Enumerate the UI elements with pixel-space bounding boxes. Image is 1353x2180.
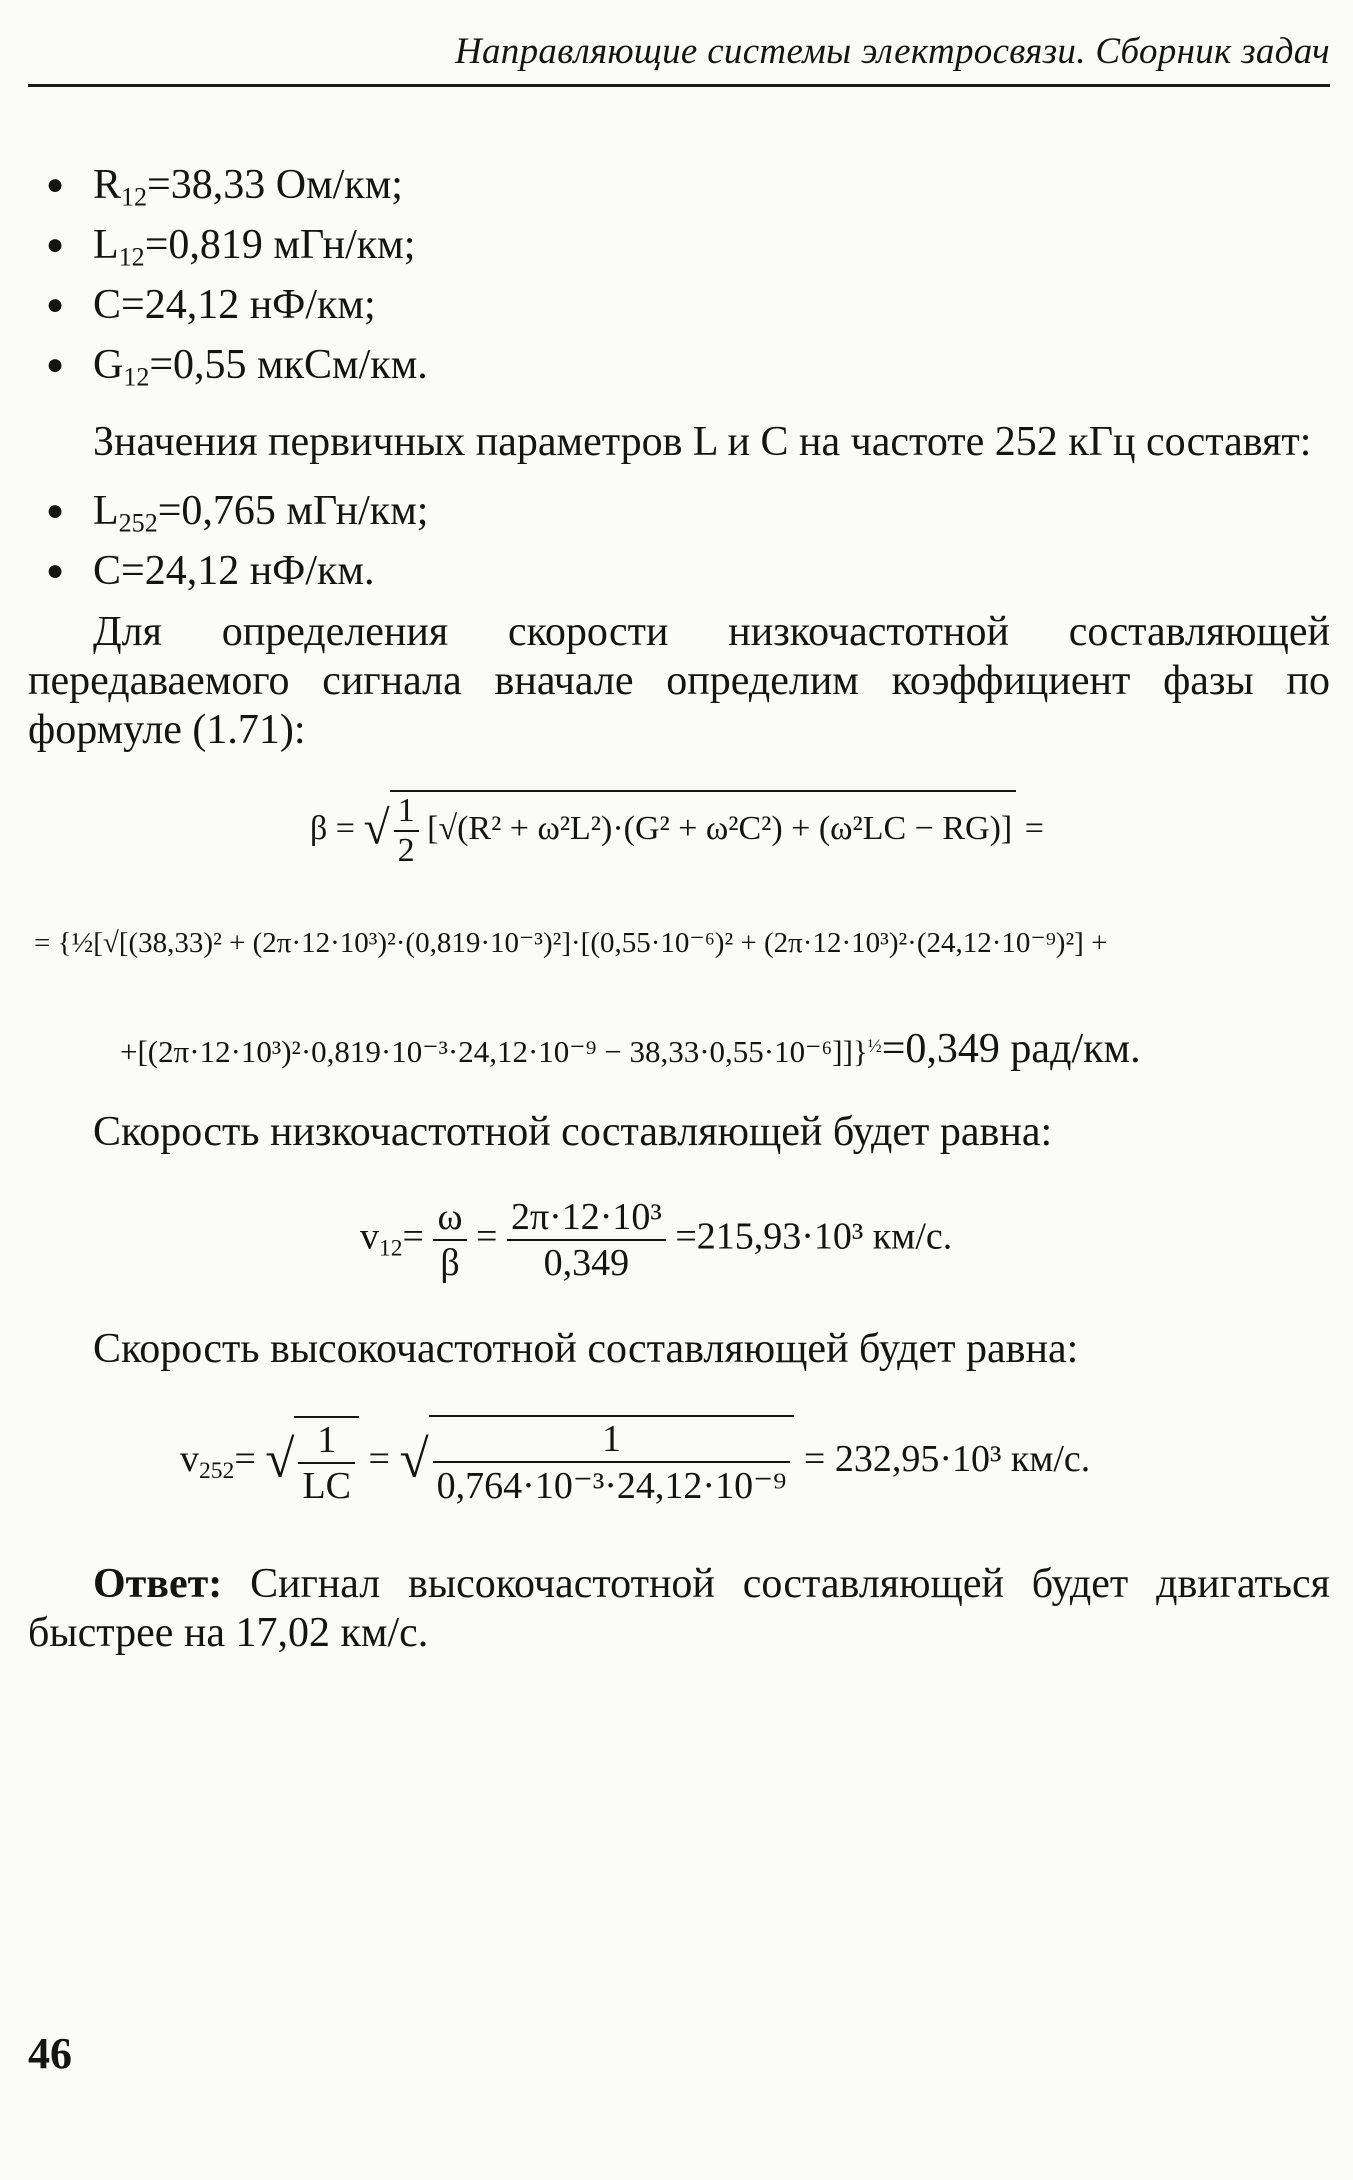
v252-formula: $v_{252}=$ √ $\frac{1}{LC}$ = √ $\frac{1}{\text{0,764·10⁻³·24,12·10⁻⁹}}$ = 232,95·10³ км/с. xyxy=(180,1415,1090,1508)
phase-paragraph: Для определения скорости низкочастотной составляющей передаваемого сигнала вначале определим коэффициент фазы по формуле (1.71): xyxy=(28,609,1330,753)
bullet-icon: ● xyxy=(46,288,65,321)
bullet-icon: ● xyxy=(46,348,65,381)
beta-numeric-line2: +[(2π·12·10³)²·0,819·10⁻³·24,12·10⁻⁹ − 38,33·0,55·10⁻⁶]]}$^{\frac{1}{2}}$=0,349 рад/км. xyxy=(120,1026,1141,1072)
bullet-icon: ● xyxy=(46,494,65,527)
running-header: Направляющие системы электросвязи. Сборник задач xyxy=(454,31,1330,72)
bullet-icon: ● xyxy=(46,228,65,261)
beta-numeric-line1: = {½[√[(38,33)² + (2π·12·10³)²·(0,819·10⁻³)²]·[(0,55·10⁻⁶)² + (2π·12·10³)²·(24,12·10⁻⁹)²] + xyxy=(34,927,1108,959)
low-speed-paragraph: Скорость низкочастотной составляющей будет равна: xyxy=(93,1109,1053,1155)
answer-text: Сигнал высокочастотной составляющей будет двигаться быстрее на 17,02 км/с. xyxy=(28,1561,1330,1656)
beta-formula: β = √ $\frac{1}{2}$ [√(R² + ω²L²)·(G² + ω²C²) + (ω²LC − RG)] = xyxy=(310,792,1044,869)
page-number: 46 xyxy=(28,2029,72,2078)
high-speed-paragraph: Скорость высокочастотной составляющей будет равна: xyxy=(93,1326,1079,1372)
header-rule xyxy=(28,84,1330,87)
answer-label: Ответ: xyxy=(93,1561,223,1607)
book-page: Направляющие системы электросвязи. Сборник задач ● $R_{12}=38,33$ Ом/км; ● $L_{12}=0,819$ мГн/км; ● C=24,12 нФ/км; ● $G_{12}=0,55$ мкСм/км. Значения первичных параметров L и C на частоте 252 кГц составят: ● $L_{252}=0,765$ мГн/км; ● C=24,12 нФ/км. Для определения скорости низкочастотной составляющей передаваемого сигнала вначале определим коэффициент фазы по формуле (1.71): β = √ $\frac{1}{2}$ [√(R² + ω²L²)·(G² + ω²C²) + (ω²LC − RG)] = = {½[√[(38,33)² + (2π·12·10³)²·(0,819·10⁻³)²]·[(0,55·10⁻⁶)² + (2π·12·10³)²·(24,12·10⁻⁹)²] + +[(2π·12·10³)²·0,819·10⁻³·24,12·10⁻⁹ − 38,33·0,55·10⁻⁶]]}$^{\frac{1}{2}}$=0,349 рад/км. Скорость низкочастотной составляющей будет равна: $v_{12}=$ $\frac{\omega}{\beta}$ = $\frac{\text{2π·12·10³}}{0,349}$ =215,93·10³ км/с. Скорость высокочастотной составляющей будет равна: $v_{252}=$ √ $\frac{1}{LC}$ = √ $\frac{1}{\text{0,764·10⁻³·24,12·10⁻⁹}}$ = 232,95·10³ км/с. Ответ: Сигнал высокочастотной составляющей будет двигаться быстрее на 17,02 км/с. 46 xyxy=(0,0,1353,2180)
intro-252-paragraph: Значения первичных параметров L и C на частоте 252 кГц составят: xyxy=(93,419,1312,465)
bullet-icon: ● xyxy=(46,554,65,587)
answer-paragraph xyxy=(28,1560,1330,1658)
bullet-icon: ● xyxy=(46,168,65,201)
v12-formula: $v_{12}=$ $\frac{\omega}{\beta}$ = $\frac{\text{2π·12·10³}}{0,349}$ =215,93·10³ км/с. xyxy=(360,1196,953,1284)
